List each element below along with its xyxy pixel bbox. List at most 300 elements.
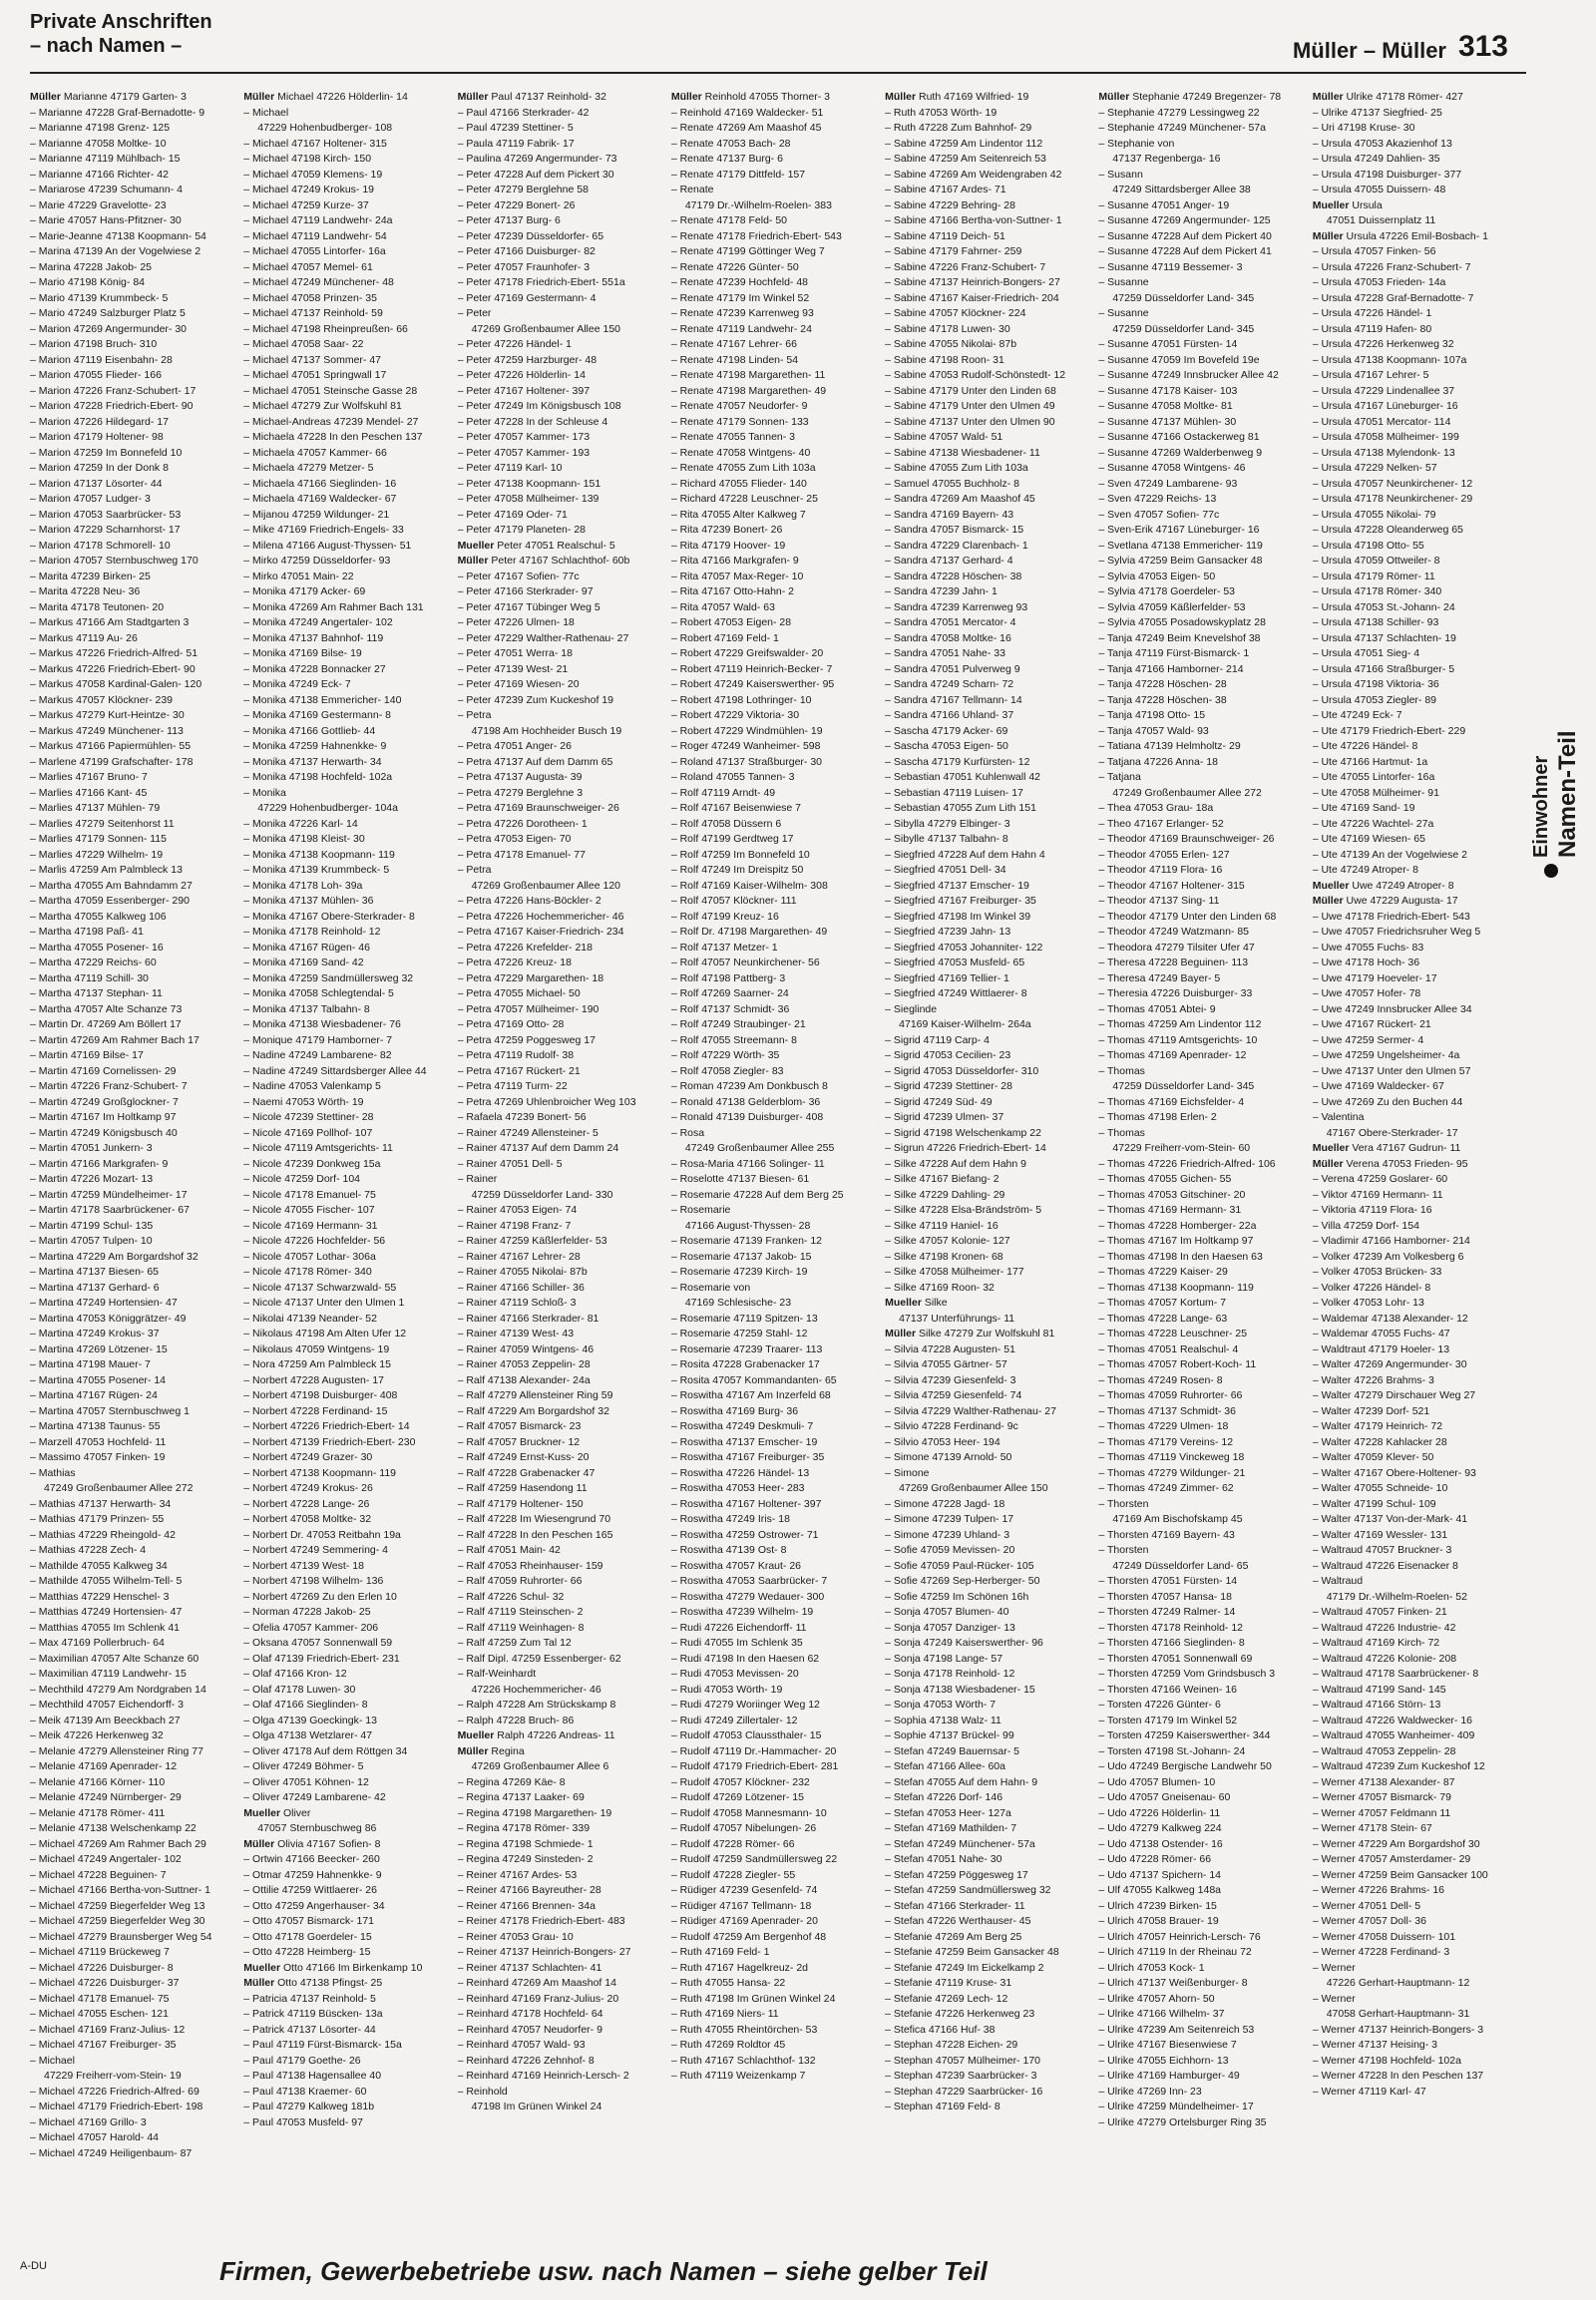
directory-entry: – Uwe 47055 Fuchs- 83 (1312, 941, 1424, 954)
directory-entry: – Thorsten 47178 Reinhold- 12 (1098, 1621, 1243, 1634)
directory-entry: – Sascha 47179 Kurfürsten- 12 (885, 755, 1030, 768)
directory-entry: – Ute 47139 An der Vogelwiese 2 (1312, 848, 1467, 861)
directory-entry: – Sandra 47057 Bismarck- 15 (885, 524, 1024, 536)
directory-entry: – Peter 47229 Walther-Rathenau- 27 (457, 631, 629, 644)
page-number: 313 (1457, 30, 1508, 63)
directory-entry: – Martha 47055 Kalkweg 106 (30, 910, 167, 923)
directory-entry: – Otto 47259 Angerhauser- 34 (243, 1899, 385, 1912)
directory-entry: – Sabine 47179 Unter den Linden 68 (885, 384, 1056, 397)
directory-entry: – Walter 47059 Klever- 50 (1312, 1451, 1434, 1463)
directory-entry: – Meik 47139 Am Beeckbach 27 (30, 1714, 181, 1726)
directory-entry: – Oksana 47057 Sonnenwall 59 (243, 1637, 393, 1649)
directory-entry: – Petra 47279 Berglehne 3 (457, 786, 584, 799)
directory-entry: – Roswitha 47053 Heer- 283 (670, 1482, 805, 1494)
directory-entry: – Norbert 47249 Krokus- 26 (243, 1482, 373, 1494)
directory-entry: – Michael 47169 Grillo- 3 (30, 2115, 147, 2128)
directory-entry: – Thomas 47229 Kaiser- 29 (1098, 1266, 1228, 1278)
directory-entry: – Theresa 47249 Bayer- 5 (1098, 971, 1221, 984)
directory-entry: – Renate 47239 Karrenweg 93 (670, 307, 814, 319)
directory-entry: – Rudi 47198 In den Haesen 62 (670, 1652, 820, 1665)
directory-entry: – Ursula 47053 Akazienhof 13 (1312, 137, 1452, 150)
directory-entry: – Norbert 47139 Friedrich-Ebert- 230 (243, 1435, 416, 1448)
directory-entry: – Walter 47167 Obere-Holtener- 93 (1312, 1466, 1476, 1479)
directory-entry: – Rainer 47259 Käßlerfelder- 53 (457, 1235, 607, 1247)
directory-entry: – Renate 47057 Neudorfer- 9 (670, 400, 808, 412)
directory-entry: – Petra 47229 Margarethen- 18 (457, 971, 604, 984)
directory-entry: – Martha 47229 Reichs- 60 (30, 957, 157, 968)
directory-entry: Mueller Otto 47166 Im Birkenkamp 10 (243, 1961, 423, 1974)
directory-entry: 47259 Düsseldorfer Land- 345 (1112, 291, 1255, 304)
directory-entry: – Ulrich 47058 Brauer- 19 (1098, 1915, 1219, 1927)
directory-entry: – Ulrike 47137 Siegfried- 25 (1312, 106, 1442, 119)
directory-entry: – Robert 47169 Feld- 1 (670, 631, 779, 644)
directory-entry: – Rudolf 47259 Sandmüllersweg 22 (670, 1853, 838, 1865)
directory-entry: – Reiner 47166 Bayreuther- 28 (457, 1884, 601, 1896)
directory-entry: – Olga 47138 Wetzlarer- 47 (243, 1729, 373, 1741)
directory-entry: 47229 Hohenbudberger- 108 (257, 122, 393, 134)
directory-entry: – Silke 47228 Auf dem Hahn 9 (885, 1157, 1026, 1170)
directory-entry: – Werner (1312, 1961, 1356, 1974)
directory-entry: – Mathias 47137 Herwarth- 34 (30, 1497, 172, 1510)
directory-entry: – Werner 47229 Am Borgardshof 30 (1312, 1837, 1480, 1850)
directory-entry: – Sonja 47138 Wiesbadener- 15 (885, 1683, 1035, 1696)
directory-entry: – Martina 47057 Sternbuschweg 1 (30, 1404, 190, 1417)
directory-entry: – Ralf 47059 Ruhrorter- 66 (457, 1575, 583, 1587)
directory-entry: – Olaf 47178 Luwen- 30 (243, 1683, 356, 1696)
directory-entry: – Robert 47198 Lothringer- 10 (670, 693, 812, 706)
directory-entry: – Sabine 47166 Bertha-von-Suttner- 1 (885, 214, 1062, 226)
directory-entry: – Siegfried 47053 Musfeld- 65 (885, 957, 1025, 968)
directory-entry: – Waltraud 47057 Bruckner- 3 (1312, 1544, 1452, 1556)
directory-entry: – Paul 47179 Goethe- 26 (243, 2054, 361, 2067)
directory-entry: – Peter 47169 Gestermann- 4 (457, 291, 597, 304)
directory-entry: – Rudi 47053 Wörth- 19 (670, 1683, 783, 1696)
directory-entry: – Stefica 47166 Huf- 38 (885, 2023, 996, 2036)
directory-entry: – Rosemarie 47139 Franken- 12 (670, 1235, 823, 1247)
directory-entry: – Torsten 47198 St.-Johann- 24 (1098, 1744, 1246, 1757)
directory-entry: – Ronald 47139 Duisburger- 408 (670, 1111, 824, 1123)
directory-entry: – Sophia 47138 Walz- 11 (885, 1714, 1001, 1726)
directory-entry: 47249 Düsseldorfer Land- 65 (1112, 1559, 1249, 1572)
directory-entry: – Siegfried 47051 Dell- 34 (885, 864, 1006, 876)
directory-entry: – Monika 47137 Bahnhof- 119 (243, 631, 384, 644)
section-title (30, 10, 212, 58)
directory-entry: – Werner 47178 Stein- 67 (1312, 1822, 1432, 1834)
directory-entry: – Mirko 47259 Düsseldorfer- 93 (243, 555, 391, 567)
directory-entry: – Walter 47269 Angermunder- 30 (1312, 1358, 1467, 1370)
directory-entry: – Walter 47179 Heinrich- 72 (1312, 1420, 1443, 1432)
directory-entry: – Tatjana (1098, 771, 1141, 783)
directory-entry: – Sigrid 47239 Stettiner- 28 (885, 1080, 1012, 1092)
directory-entry: – Sofie 47059 Paul-Rücker- 105 (885, 1559, 1034, 1572)
directory-entry: Müller Marianne 47179 Garten- 3 (30, 91, 187, 103)
directory-entry: – Sven-Erik 47167 Lüneburger- 16 (1098, 524, 1260, 536)
directory-entry: – Stefan 47166 Sterkrader- 11 (885, 1899, 1025, 1912)
directory-entry: – Susanne 47051 Anger- 19 (1098, 198, 1230, 211)
directory-entry: – Peter 47167 Tübinger Weg 5 (457, 600, 600, 613)
directory-entry: – Silvia 47228 Augusten- 51 (885, 1342, 1015, 1355)
directory-entry: – Werner 47138 Alexander- 87 (1312, 1775, 1455, 1788)
directory-entry: – Marianne 47119 Mühlbach- 15 (30, 153, 181, 165)
directory-entry: – Tanja 47228 Höschen- 28 (1098, 678, 1227, 690)
directory-entry: – Viktoria 47119 Flora- 16 (1312, 1204, 1432, 1216)
directory-entry: – Uwe 47137 Unter den Ulmen 57 (1312, 1064, 1471, 1077)
directory-entry: – Marianne 47198 Grenz- 125 (30, 122, 171, 134)
directory-entry: – Theodor 47055 Erlen- 127 (1098, 848, 1230, 861)
directory-entry: – Marie-Jeanne 47138 Koopmann- 54 (30, 229, 206, 242)
directory-entry: – Marion 47259 Im Bonnefeld 10 (30, 446, 183, 459)
directory-entry: – Michael 47279 Braunsberger Weg 54 (30, 1930, 212, 1943)
directory-entry: – Marianne 47058 Moltke- 10 (30, 137, 167, 150)
directory-entry: – Norbert 47228 Augusten- 17 (243, 1373, 384, 1386)
directory-entry: – Sandra 47249 Scharn- 72 (885, 678, 1014, 690)
directory-entry: 47167 Obere-Sterkrader- 17 (1326, 1126, 1458, 1139)
directory-entry: – Marion 47226 Hildegard- 17 (30, 415, 169, 428)
directory-entry: – Martha 47198 Paß- 41 (30, 926, 144, 938)
directory-entry: – Sandra 47239 Karrenweg 93 (885, 600, 1028, 613)
directory-entry: – Marlies 47279 Seitenhorst 11 (30, 817, 175, 830)
directory-entry: – Melanie 47178 Römer- 411 (30, 1806, 166, 1819)
directory-entry: – Michael 47166 Bertha-von-Suttner- 1 (30, 1884, 210, 1896)
directory-entry: – Waltraud 47053 Zeppelin- 28 (1312, 1744, 1456, 1757)
directory-entry: – Petra 47169 Otto- 28 (457, 1018, 565, 1030)
directory-entry: – Ursula 47138 Schiller- 93 (1312, 616, 1439, 628)
directory-column (671, 90, 875, 2244)
directory-entry: – Udo 47137 Spichern- 14 (1098, 1868, 1222, 1881)
directory-entry: – Paul 47239 Stettiner- 5 (457, 122, 574, 134)
directory-entry: – Siegfried 47198 Im Winkel 39 (885, 910, 1031, 923)
directory-entry: – Ralf 47228 Im Wiesengrund 70 (457, 1513, 611, 1525)
directory-entry: – Peter 47058 Mülheimer- 139 (457, 493, 599, 505)
directory-entry: – Sigrid 47239 Ulmen- 37 (885, 1111, 1004, 1123)
directory-entry: – Norbert 47139 West- 18 (243, 1559, 364, 1572)
directory-entry: – Marlies 47137 Mühlen- 79 (30, 802, 161, 814)
directory-entry: – Theodor 47137 Sing- 11 (1098, 895, 1220, 907)
directory-entry: – Matthias 47229 Henschel- 3 (30, 1590, 170, 1603)
directory-entry: – Melanie 47169 Apenrader- 12 (30, 1760, 178, 1772)
directory-entry: – Thomas 47057 Robert-Koch- 11 (1098, 1358, 1257, 1370)
directory-entry: – Martin 47249 Großglockner- 7 (30, 1095, 179, 1108)
directory-entry: – Thomas 47119 Amtsgerichts- 10 (1098, 1033, 1258, 1046)
directory-entry: – Sigrid 47249 Süd- 49 (885, 1095, 993, 1108)
directory-entry: – Simone 47239 Uhland- 3 (885, 1528, 1010, 1541)
directory-entry: – Sabine 47057 Wald- 51 (885, 431, 1003, 443)
directory-entry: – Rudolf 47228 Ziegler- 55 (670, 1868, 796, 1881)
directory-entry: – Thomas 47198 Erlen- 2 (1098, 1111, 1217, 1123)
directory-entry: – Michael 47169 Franz-Julius- 12 (30, 2023, 186, 2036)
directory-entry: – Stefan 47051 Nahe- 30 (885, 1853, 1002, 1865)
directory-entry: – Werner 47137 Heising- 3 (1312, 2039, 1437, 2051)
directory-entry: – Susanne 47058 Moltke- 81 (1098, 400, 1233, 412)
directory-entry: – Ursula 47119 Hafen- 80 (1312, 322, 1432, 335)
directory-entry: – Oliver 47051 Köhnen- 12 (243, 1775, 369, 1788)
directory-entry: – Rainer 47166 Schiller- 36 (457, 1281, 585, 1294)
directory-entry: – Rainer 47053 Eigen- 74 (457, 1204, 578, 1216)
directory-entry: – Marita 47228 Neu- 36 (30, 585, 141, 597)
directory-entry: – Norbert 47249 Semmering- 4 (243, 1544, 389, 1556)
directory-entry: – Mijanou 47259 Wildunger- 21 (243, 508, 390, 521)
directory-entry: – Michael 47167 Holtener- 315 (243, 137, 387, 150)
directory-entry: – Petra 47169 Braunschweiger- 26 (457, 802, 619, 814)
directory-entry: – Susanne 47058 Wintgens- 46 (1098, 462, 1246, 474)
directory-entry: Müller Regina (457, 1744, 525, 1757)
directory-entry: – Monika 47166 Gottlieb- 44 (243, 724, 376, 737)
directory-entry: – Petra 47137 Augusta- 39 (457, 771, 583, 783)
directory-entry: – Ralf 47119 Steinschen- 2 (457, 1606, 584, 1618)
directory-entry: – Sabine 47226 Franz-Schubert- 7 (885, 260, 1046, 273)
directory-entry: – Rainer 47249 Allensteiner- 5 (457, 1126, 598, 1139)
directory-entry: – Reiner 47167 Ardes- 53 (457, 1868, 578, 1881)
directory-entry: – Martin 47057 Tulpen- 10 (30, 1235, 153, 1247)
directory-entry: – Rosemarie von (670, 1281, 751, 1294)
directory-entry: – Uwe 47249 Innsbrucker Allee 34 (1312, 1002, 1472, 1015)
directory-entry: – Uwe 47179 Hoeveler- 17 (1312, 971, 1437, 984)
directory-entry: – Petra 47226 Dorotheen- 1 (457, 817, 588, 830)
directory-entry: – Michael 47226 Friedrich-Alfred- 69 (30, 2085, 200, 2098)
directory-entry: – Markus 47057 Klöckner- 239 (30, 693, 173, 706)
directory-entry: – Markus 47226 Friedrich-Ebert- 90 (30, 662, 196, 675)
directory-entry: – Ralf 47226 Schul- 32 (457, 1590, 565, 1603)
directory-entry: – Martha 47057 Alte Schanze 73 (30, 1002, 183, 1015)
directory-entry: – Thorsten (1098, 1544, 1149, 1556)
directory-entry: – Roselotte 47137 Biesen- 61 (670, 1173, 810, 1185)
directory-entry: – Roswitha 47259 Ostrower- 71 (670, 1528, 819, 1541)
directory-entry: – Tanja 47228 Höschen- 38 (1098, 693, 1227, 706)
directory-entry: – Peter 47239 Düsseldorfer- 65 (457, 229, 604, 242)
directory-entry: – Thomas 47059 Ruhrorter- 66 (1098, 1389, 1243, 1401)
directory-entry: – Ruth 47169 Feld- 1 (670, 1946, 770, 1958)
directory-entry: – Sieglinde (885, 1002, 938, 1015)
directory-entry: – Paulina 47269 Angermunder- 73 (457, 153, 617, 165)
directory-entry: – Petra 47178 Emanuel- 77 (457, 848, 586, 861)
directory-entry: – Ralf 47259 Zum Tal 12 (457, 1637, 572, 1649)
directory-entry: 47058 Gerhart-Hauptmann- 31 (1326, 2008, 1470, 2020)
directory-entry: – Petra 47119 Rudolf- 38 (457, 1049, 575, 1061)
directory-entry: – Mechthild 47279 Am Nordgraben 14 (30, 1683, 206, 1696)
directory-entry: – Michael 47051 Springwall 17 (243, 369, 387, 381)
directory-entry: – Ute 47226 Wachtel- 27a (1312, 817, 1434, 830)
directory-entry: – Martin 47269 Am Rahmer Bach 17 (30, 1033, 200, 1046)
directory-entry: Mueller Vera 47167 Gudrun- 11 (1312, 1142, 1461, 1154)
directory-entry: – Ulrike 47055 Eichhorn- 13 (1098, 2054, 1229, 2067)
directory-entry: – Ruth 47228 Zum Bahnhof- 29 (885, 122, 1032, 134)
directory-entry: – Martina 47138 Taunus- 55 (30, 1420, 161, 1432)
directory-entry: – Siegfried 47249 Wittlaerer- 8 (885, 987, 1027, 999)
directory-entry: – Monika 47198 Kleist- 30 (243, 833, 365, 845)
directory-entry: – Silke 47198 Kronen- 68 (885, 1250, 1003, 1263)
directory-entry: – Susanne 47269 Angermunder- 125 (1098, 214, 1271, 226)
directory-entry: – Marion 47137 Lösorter- 44 (30, 477, 163, 490)
directory-entry: – Norbert 47249 Grazer- 30 (243, 1451, 373, 1463)
directory-entry: 47259 Düsseldorfer Land- 345 (1112, 322, 1255, 335)
directory-entry: – Rita 47055 Alter Kalkweg 7 (670, 508, 806, 521)
directory-entry: – Thorsten 47249 Ralmer- 14 (1098, 1606, 1236, 1618)
directory-entry: – Roswitha 47167 Freiburger- 35 (670, 1451, 825, 1463)
directory-entry: – Roswitha 47249 Deskmuli- 7 (670, 1420, 814, 1432)
directory-entry: – Norbert 47226 Friedrich-Ebert- 14 (243, 1420, 410, 1432)
directory-entry: – Ruth 47053 Wörth- 19 (885, 106, 998, 119)
directory-entry: – Martin 47259 Mündelheimer- 17 (30, 1188, 188, 1201)
directory-entry: – Thomas 47228 Homberger- 22a (1098, 1219, 1257, 1232)
directory-entry: – Michaela 47228 In den Peschen 137 (243, 431, 423, 443)
directory-entry: – Peter 47166 Sterkrader- 97 (457, 585, 594, 597)
directory-entry: – Silvio 47053 Heer- 194 (885, 1435, 1000, 1448)
directory-entry: – Ruth 47269 Roldtor 45 (670, 2039, 786, 2051)
directory-entry: – Rita 47167 Otto-Hahn- 2 (670, 585, 794, 597)
directory-entry: – Stefan 47259 Pöggesweg 17 (885, 1868, 1028, 1881)
directory-entry: – Marion 47229 Scharnhorst- 17 (30, 524, 181, 536)
directory-entry: – Ulrike 47166 Wilhelm- 37 (1098, 2008, 1225, 2020)
directory-entry: – Marion 47228 Friedrich-Ebert- 90 (30, 400, 194, 412)
directory-entry: – Sigrun 47226 Friedrich-Ebert- 14 (885, 1142, 1046, 1154)
directory-entry: – Sabine 47137 Heinrich-Bongers- 27 (885, 276, 1060, 288)
directory-entry: – Stefan 47053 Heer- 127a (885, 1806, 1011, 1819)
directory-entry: – Regina 47178 Römer- 339 (457, 1822, 591, 1834)
directory-entry: – Ursula 47057 Neunkirchener- 12 (1312, 477, 1473, 490)
directory-entry: – Stefan 47249 Bauernsar- 5 (885, 1744, 1019, 1757)
directory-entry: – Sandra 47051 Nahe- 33 (885, 647, 1005, 659)
directory-entry: – Uwe 47269 Zu den Buchen 44 (1312, 1095, 1463, 1108)
directory-entry: – Ute 47169 Wiesen- 65 (1312, 833, 1425, 845)
directory-entry: – Michael (243, 106, 289, 119)
directory-entry: 47169 Kaiser-Wilhelm- 264a (899, 1018, 1031, 1030)
directory-entry: – Maximilian 47057 Alte Schanze 60 (30, 1652, 200, 1665)
directory-entry: – Olaf 47166 Sieglinden- 8 (243, 1699, 368, 1711)
directory-entry: – Ralf-Weinhardt (457, 1668, 537, 1680)
directory-entry: – Monika 47259 Hahnenkke- 9 (243, 740, 387, 752)
directory-entry: – Meik 47226 Herkenweg 32 (30, 1729, 164, 1741)
directory-entry: – Marion 47057 Sternbuschweg 170 (30, 555, 199, 567)
directory-entry: – Ute 47249 Eck- 7 (1312, 709, 1402, 721)
directory-entry: – Sabine 47119 Deich- 51 (885, 229, 1005, 242)
directory-entry: – Siegfried 47228 Auf dem Hahn 4 (885, 848, 1045, 861)
directory-entry: – Ulrike 47269 Inn- 23 (1098, 2085, 1202, 2098)
directory-column (30, 90, 233, 2244)
directory-entry: – Michael 47055 Lintorfer- 16a (243, 245, 386, 257)
directory-entry: – Tanja 47198 Otto- 15 (1098, 709, 1206, 721)
directory-entry: – Rudolf 47057 Klöckner- 232 (670, 1775, 810, 1788)
directory-entry: – Peter 47166 Duisburger- 82 (457, 245, 596, 257)
directory-entry: – Petra (457, 709, 492, 721)
directory-entry: – Reinhard 47178 Hochfeld- 64 (457, 2008, 603, 2020)
directory-entry: – Werner 47057 Doll- 36 (1312, 1915, 1426, 1927)
directory-entry: – Ursula 47198 Duisburger- 377 (1312, 168, 1462, 181)
directory-entry: – Michael 47259 Kurze- 37 (243, 198, 369, 211)
directory-entry: – Theodor 47167 Holtener- 315 (1098, 879, 1245, 892)
directory-entry: – Sandra 47167 Tellmann- 14 (885, 693, 1022, 706)
directory-entry: – Mariarose 47239 Schumann- 4 (30, 184, 183, 195)
directory-entry: – Vladimir 47166 Hamborner- 214 (1312, 1235, 1470, 1247)
directory-entry: – Silvia 47055 Gärtner- 57 (885, 1358, 1007, 1370)
directory-entry: – Otmar 47259 Hahnenkke- 9 (243, 1868, 382, 1881)
directory-entry: – Peter 47167 Sofien- 77c (457, 570, 580, 582)
directory-entry: – Sibylle 47137 Talbahn- 8 (885, 833, 1008, 845)
directory-entry: – Silke 47169 Roon- 32 (885, 1281, 995, 1294)
directory-entry: – Martin 47226 Franz-Schubert- 7 (30, 1080, 188, 1092)
directory-entry: – Petra 47167 Kaiser-Friedrich- 234 (457, 926, 624, 938)
directory-entry: – Markus 47279 Kurt-Heintze- 30 (30, 709, 185, 721)
directory-entry: – Ursula 47059 Ottweiler- 8 (1312, 555, 1440, 567)
directory-entry: – Sylvia 47053 Eigen- 50 (1098, 570, 1216, 582)
directory-entry: – Sonja 47178 Reinhold- 12 (885, 1668, 1015, 1680)
directory-entry: – Monika 47169 Sand- 42 (243, 957, 364, 968)
directory-entry: – Michael 47119 Landwehr- 54 (243, 229, 387, 242)
directory-entry: – Rolf 47057 Klöckner- 111 (670, 895, 797, 907)
directory-entry: – Sabine 47167 Kaiser-Friedrich- 204 (885, 291, 1059, 304)
directory-entry: – Uwe 47169 Waldecker- 67 (1312, 1080, 1444, 1092)
directory-entry: – Nicole 47239 Stettiner- 28 (243, 1111, 374, 1123)
directory-entry: – Simone 47239 Tulpen- 17 (885, 1513, 1014, 1525)
directory-entry: – Ralf 47057 Bismarck- 23 (457, 1420, 582, 1432)
directory-entry: – Michaela 47279 Metzer- 5 (243, 462, 374, 474)
directory-entry: – Rolf 47249 Im Dreispitz 50 (670, 864, 804, 876)
directory-entry: – Paul 47119 Fürst-Bismarck- 15a (243, 2039, 402, 2051)
directory-entry: – Thorsten 47051 Fürsten- 14 (1098, 1575, 1238, 1587)
directory-entry: Mueller Peter 47051 Realschul- 5 (457, 539, 615, 552)
directory-entry: – Walter 47228 Kahlacker 28 (1312, 1435, 1447, 1448)
directory-entry: – Thomas 47137 Schmidt- 36 (1098, 1404, 1236, 1417)
directory-entry: – Renate 47199 Göttinger Weg 7 (670, 245, 825, 257)
directory-entry: – Reiner 47137 Schlachten- 41 (457, 1961, 602, 1974)
directory-entry: – Nicole 47137 Schwarzwald- 55 (243, 1281, 397, 1294)
directory-entry: – Rainer 47166 Sterkrader- 81 (457, 1312, 599, 1325)
directory-entry: – Michael 47119 Landwehr- 24a (243, 214, 393, 226)
directory-entry: – Werner 47057 Amsterdamer- 29 (1312, 1853, 1471, 1865)
directory-entry: – Sofie 47259 Im Schönen 16h (885, 1590, 1029, 1603)
directory-entry: – Uwe 47057 Hofer- 78 (1312, 987, 1421, 999)
directory-entry: – Markus 47058 Kardinal-Galen- 120 (30, 678, 202, 690)
directory-entry: – Sven 47249 Lambarene- 93 (1098, 477, 1238, 490)
directory-entry: – Theodor 47119 Flora- 16 (1098, 864, 1223, 876)
directory-entry: – Paul 47138 Kraemer- 60 (243, 2085, 367, 2098)
directory-entry: – Ursula 47166 Straßburger- 5 (1312, 662, 1455, 675)
directory-entry: – Ofelia 47057 Kammer- 206 (243, 1621, 379, 1634)
directory-entry: – Monika 47167 Obere-Sterkrader- 8 (243, 910, 415, 923)
directory-entry: – Rudolf 47269 Lötzener- 15 (670, 1791, 804, 1803)
directory-entry: – Marlies 47166 Kant- 45 (30, 786, 148, 799)
directory-entry: – Roswitha 47167 Holtener- 397 (670, 1497, 822, 1510)
directory-entry: – Norbert 47228 Ferdinand- 15 (243, 1404, 388, 1417)
directory-entry: – Olaf 47166 Kron- 12 (243, 1668, 347, 1680)
directory-entry: – Ralf 47138 Alexander- 24a (457, 1373, 591, 1386)
directory-column (458, 90, 661, 2244)
directory-entry: – Norbert 47198 Wilhelm- 136 (243, 1575, 384, 1587)
directory-entry: – Rosita 47228 Grabenacker 17 (670, 1358, 820, 1370)
directory-entry: – Thomas 47051 Realschul- 4 (1098, 1342, 1239, 1355)
directory-entry: – Ulf 47055 Kalkweg 148a (1098, 1884, 1222, 1896)
directory-entry: – Nicole 47239 Donkweg 15a (243, 1157, 381, 1170)
name-range: Müller – Müller (1292, 38, 1446, 63)
directory-entry: – Stefan 47169 Mathilden- 7 (885, 1822, 1017, 1834)
directory-entry: – Martina 47249 Krokus- 37 (30, 1328, 160, 1340)
directory-entry: – Regina 47137 Laaker- 69 (457, 1791, 585, 1803)
directory-entry: – Sonja 47057 Blumen- 40 (885, 1606, 1009, 1618)
directory-entry: – Waltraud 47226 Eisenacker 8 (1312, 1559, 1458, 1572)
directory-entry: – Mario 47249 Salzburger Platz 5 (30, 307, 186, 319)
directory-column (885, 90, 1088, 2244)
directory-entry: – Petra 47226 Hochemmericher- 46 (457, 910, 624, 923)
directory-entry: – Martina 47055 Posener- 14 (30, 1373, 167, 1386)
directory-entry: – Peter 47228 In der Schleuse 4 (457, 415, 608, 428)
directory-entry: – Rosa-Maria 47166 Solinger- 11 (670, 1157, 825, 1170)
directory-entry: – Thomas 47057 Kortum- 7 (1098, 1297, 1227, 1309)
directory-entry: – Thorsten 47166 Weinen- 16 (1098, 1683, 1237, 1696)
directory-entry: – Theodora 47279 Tilsiter Ufer 47 (1098, 941, 1255, 954)
directory-entry: – Ute 47055 Lintorfer- 16a (1312, 771, 1435, 783)
directory-entry: – Ursula 47167 Lehrer- 5 (1312, 369, 1429, 381)
directory-entry: – Rolf 47269 Saarner- 24 (670, 987, 789, 999)
directory-entry: – Sascha 47179 Acker- 69 (885, 724, 1008, 737)
